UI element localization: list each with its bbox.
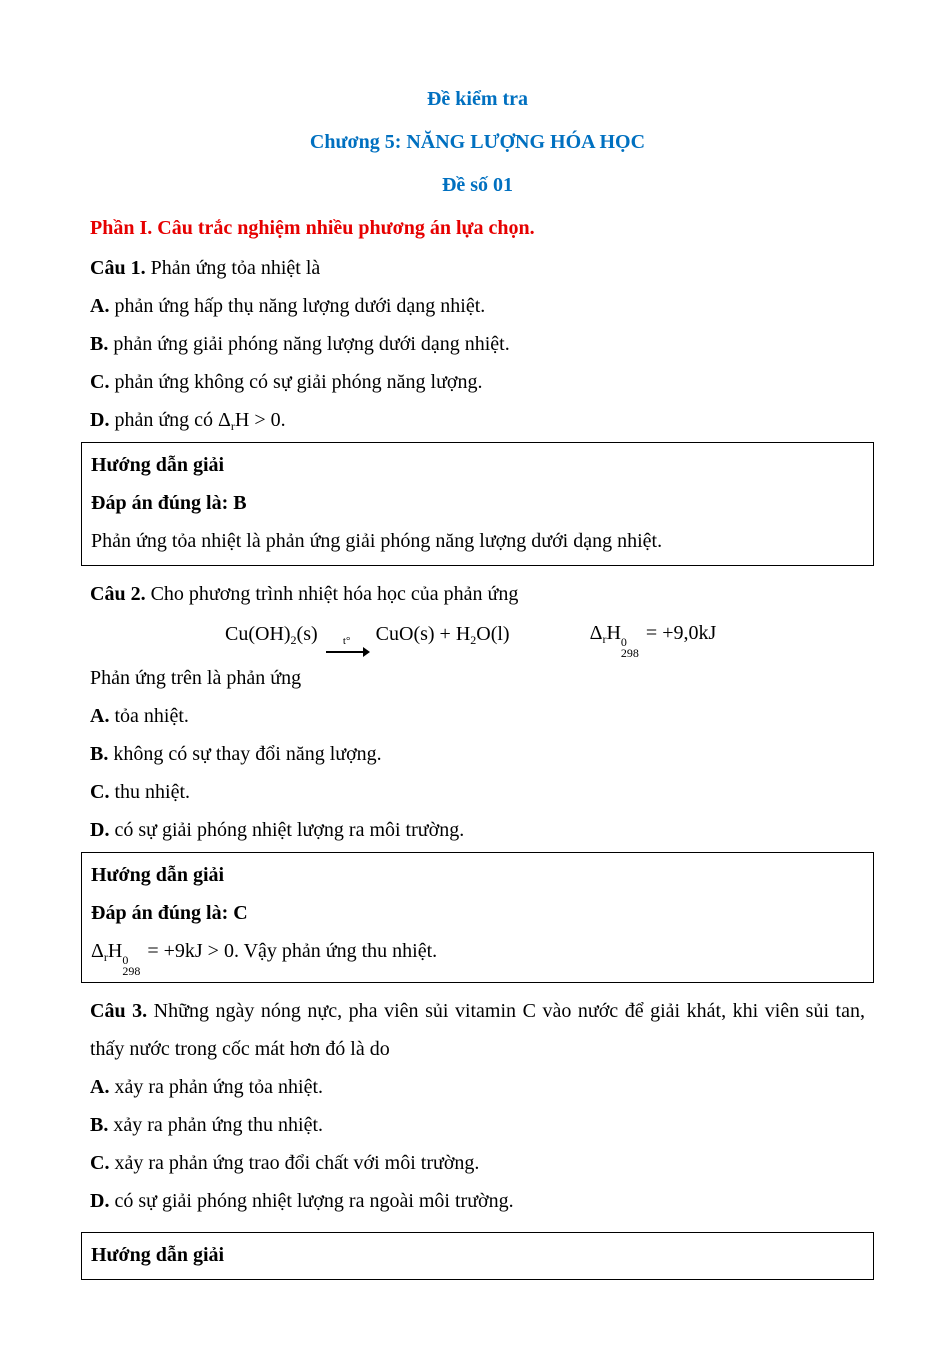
- option-label: C.: [90, 781, 110, 803]
- doc-title-line-3: Đề số 01: [441, 174, 514, 196]
- solution-box-2: [81, 852, 874, 983]
- question-3-label: Câu 3.: [90, 1000, 148, 1022]
- option-text: xảy ra phản ứng trao đổi chất với môi trường.: [114, 1152, 480, 1174]
- reaction-arrow-icon: t°: [326, 636, 368, 657]
- q1-option-b: [90, 325, 865, 363]
- option-label: B.: [90, 743, 109, 765]
- option-text: xảy ra phản ứng thu nhiệt.: [113, 1114, 324, 1136]
- option-label: A.: [90, 295, 110, 317]
- option-text: tỏa nhiệt.: [114, 705, 189, 727]
- solution-heading-2: Hướng dẫn giải: [91, 864, 225, 886]
- q3-option-d: [90, 1182, 865, 1220]
- option-label: B.: [90, 1114, 109, 1136]
- solution-box-1: [81, 442, 874, 566]
- doc-title-line-2: Chương 5: NĂNG LƯỢNG HÓA HỌC: [309, 131, 646, 153]
- solution-explanation-1: Phản ứng tỏa nhiệt là phản ứng giải phóng năng lượng dưới dạng nhiệt.: [91, 530, 663, 552]
- enthalpy-term: $\Delta_rH$ 0 298 = +9,0kJ: [589, 621, 717, 660]
- question-2-equation: [90, 613, 865, 659]
- option-text: có sự giải phóng nhiệt lượng ra ngoài môi trường.: [114, 1190, 514, 1212]
- question-2-stem: [90, 575, 865, 613]
- q3-option-b: [90, 1106, 865, 1144]
- question-1: [90, 249, 865, 566]
- option-label: C.: [90, 1152, 110, 1174]
- q3-option-c: [90, 1144, 865, 1182]
- chemical-equation: $Cu(OH)_2(s)$ t° $CuO(s) + H_2O(l)$: [225, 615, 510, 657]
- q2-option-a: [90, 697, 865, 735]
- option-label: A.: [90, 705, 110, 727]
- solution-box-3: [81, 1232, 874, 1280]
- q1-option-c: [90, 363, 865, 401]
- option-label: B.: [90, 333, 109, 355]
- option-text-formula: phản ứng có $\Delta_rH > 0$.: [114, 409, 286, 433]
- option-label: D.: [90, 1190, 110, 1212]
- option-label: C.: [90, 371, 110, 393]
- option-label: D.: [90, 409, 110, 431]
- option-text: có sự giải phóng nhiệt lượng ra môi trường.: [114, 819, 465, 841]
- option-label: A.: [90, 1076, 110, 1098]
- question-1-stem: [90, 249, 865, 287]
- question-2-label: Câu 2.: [90, 583, 146, 605]
- doc-title-line-1: Đề kiểm tra: [426, 88, 529, 110]
- solution-heading-1: Hướng dẫn giải: [91, 454, 225, 476]
- question-1-text: Phản ứng tỏa nhiệt là: [150, 257, 321, 279]
- option-label: D.: [90, 819, 110, 841]
- option-text: không có sự thay đổi năng lượng.: [113, 743, 382, 765]
- solution-heading-3: Hướng dẫn giải: [91, 1244, 225, 1266]
- question-3-text: Những ngày nóng nực, pha viên sủi vitamin C vào nước để giải khát, khi viên sủi tan, thấy nước trong cốc mát hơn đó là do: [90, 1000, 865, 1060]
- question-1-label: Câu 1.: [90, 257, 146, 279]
- option-text: phản ứng giải phóng năng lượng dưới dạng nhiệt.: [113, 333, 510, 355]
- question-3-stem: [90, 992, 865, 1068]
- option-text: phản ứng hấp thụ năng lượng dưới dạng nhiệt.: [114, 295, 486, 317]
- question-2-text: Cho phương trình nhiệt hóa học của phản ứng: [150, 583, 519, 605]
- option-text: thu nhiệt.: [114, 781, 190, 803]
- question-3: [90, 992, 865, 1280]
- q2-option-c: [90, 773, 865, 811]
- q3-option-a: [90, 1068, 865, 1106]
- solution-answer-2: Đáp án đúng là: C: [91, 902, 248, 924]
- question-2-followup: Phản ứng trên là phản ứng: [90, 667, 302, 689]
- q1-option-d: [90, 401, 865, 439]
- solution-answer-1: Đáp án đúng là: B: [91, 492, 247, 514]
- question-2: [90, 575, 865, 983]
- q2-option-d: [90, 811, 865, 849]
- option-text: phản ứng không có sự giải phóng năng lượng.: [114, 371, 483, 393]
- section-heading: Phần I. Câu trắc nghiệm nhiều phương án lựa chọn.: [90, 217, 535, 239]
- solution-explanation-2: $\Delta_rH$ 0 298 = +9kJ > 0. Vậy phản ứng thu nhiệt.: [91, 940, 438, 978]
- q2-option-b: [90, 735, 865, 773]
- option-text: xảy ra phản ứng tỏa nhiệt.: [114, 1076, 324, 1098]
- q1-option-a: [90, 287, 865, 325]
